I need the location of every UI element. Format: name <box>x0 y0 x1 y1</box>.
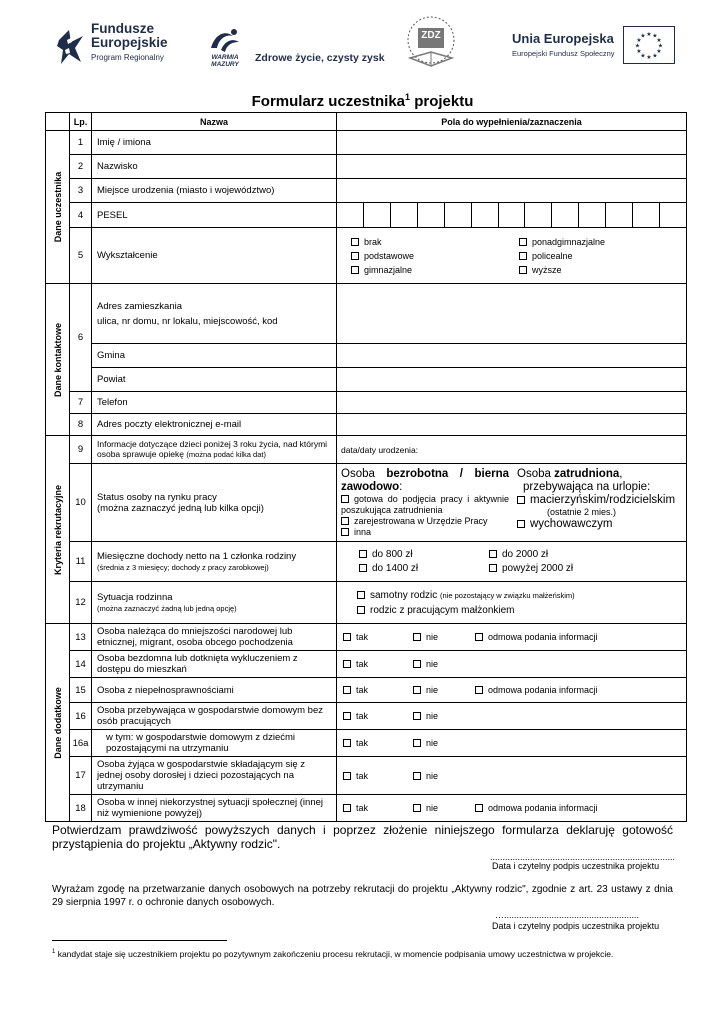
checkbox[interactable] <box>475 804 483 812</box>
answer-tak[interactable] <box>343 771 413 781</box>
svg-text:★: ★ <box>652 32 658 40</box>
income-label: Miesięczne dochody netto na 1 członka rodziny <box>97 550 297 562</box>
answer-odmowa[interactable] <box>475 803 680 813</box>
section-label: Kryteria rekrutacyjne <box>52 484 63 575</box>
income-option[interactable] <box>489 563 664 574</box>
row-num: 9 <box>70 436 92 464</box>
checkbox[interactable] <box>517 520 525 528</box>
status-option[interactable] <box>517 494 682 507</box>
option-label: gotowa do podjęcia pracy i aktywnie poszukująca zatrudnienia <box>341 493 509 515</box>
svg-text:★: ★ <box>640 52 646 60</box>
checkbox[interactable] <box>413 660 421 668</box>
row-label: Osoba należąca do mniejszości narodowej lub etnicznej, migrant, osoba obcego pochodzenia <box>92 624 337 651</box>
option-label: gimnazjalne <box>364 264 413 275</box>
answer-options <box>337 678 687 703</box>
education-option[interactable] <box>351 251 519 261</box>
section-label: Dane kontaktowe <box>52 322 63 397</box>
fe-line1: Fundusze <box>91 21 154 36</box>
svg-text:★: ★ <box>636 48 642 55</box>
answer-nie[interactable] <box>413 711 475 721</box>
answer-tak[interactable] <box>343 738 413 748</box>
table-row <box>46 582 687 624</box>
pesel-box[interactable] <box>605 203 632 227</box>
warmia-mazury-text: WARMIA MAZURY <box>211 54 239 68</box>
table-row <box>46 651 687 678</box>
footnote <box>52 946 673 960</box>
answer-options <box>337 703 687 730</box>
answer-tak[interactable] <box>343 632 413 642</box>
checkbox[interactable] <box>341 528 349 536</box>
table-row <box>46 795 687 822</box>
header-logos <box>55 14 685 78</box>
family-option[interactable] <box>357 603 666 618</box>
birthplace-field[interactable] <box>337 179 687 203</box>
eu-stars-icon <box>624 27 674 63</box>
answer-options <box>337 757 687 795</box>
option-label: tak <box>356 738 369 748</box>
row-num: 16 <box>70 703 92 730</box>
answer-tak[interactable] <box>343 659 413 669</box>
svg-text:★: ★ <box>636 37 642 44</box>
row-num: 10 <box>70 464 92 542</box>
row-label <box>92 542 337 582</box>
declaration-text: Potwierdzam prawdziwość powyższych danych i poprzez złożenie niniejszego formularza deklaruję gotowość przystąpienia do projektu „Aktywny rodzic". <box>52 823 673 851</box>
option-label: tak <box>356 632 369 642</box>
answer-nie[interactable] <box>413 659 475 669</box>
answer-odmowa[interactable] <box>475 685 680 695</box>
page-title <box>0 92 725 110</box>
checkbox[interactable] <box>343 772 351 780</box>
checkbox[interactable] <box>489 550 497 558</box>
family-option[interactable] <box>357 588 666 603</box>
head-bold: bezrobotna / bierna zawodowo <box>341 467 509 493</box>
checkbox[interactable] <box>413 739 421 747</box>
education-option[interactable] <box>351 265 519 275</box>
row-num: 5 <box>70 228 92 284</box>
option-label: odmowa podania informacji <box>488 632 598 642</box>
option-label: rodzic z pracującym małżonkiem <box>370 604 515 616</box>
table-row <box>46 131 687 155</box>
signature-label-1: Data i czytelny podpis uczestnika projektu <box>492 861 660 871</box>
income-option[interactable] <box>489 549 664 560</box>
checkbox[interactable] <box>413 772 421 780</box>
address-field[interactable] <box>337 284 687 344</box>
option-label: zarejestrowana w Urzędzie Pracy <box>354 515 488 526</box>
row-label: Wykształcenie <box>92 228 337 284</box>
warmia-mazury-logo <box>207 26 243 66</box>
pesel-box[interactable] <box>363 203 390 227</box>
svg-text:★: ★ <box>656 37 662 44</box>
svg-text:★: ★ <box>657 42 664 50</box>
head-text: Osoba <box>517 467 555 480</box>
checkbox[interactable] <box>357 606 365 614</box>
answer-options <box>337 795 687 822</box>
row-num: 7 <box>70 392 92 414</box>
head-text: Osoba <box>341 467 387 480</box>
answer-nie[interactable] <box>413 632 475 642</box>
pesel-box[interactable] <box>471 203 498 227</box>
col-name: Nazwa <box>92 113 337 131</box>
slogan: Zdrowe życie, czysty zysk <box>255 52 385 64</box>
row-label: w tym: w gospodarstwie domowym z dziećmi pozostającymi na utrzymaniu <box>92 730 337 757</box>
option-label: macierzyńskim/rodzicielskim <box>530 493 676 506</box>
row-label: PESEL <box>92 203 337 228</box>
option-label: nie <box>426 685 439 695</box>
checkbox[interactable] <box>343 633 351 641</box>
row-label: Adres poczty elektronicznej e-mail <box>92 414 337 436</box>
row-label <box>92 436 337 464</box>
eu-flag <box>623 26 675 64</box>
pesel-box[interactable] <box>390 203 417 227</box>
option-label: ponadgimnazjalne <box>532 236 606 247</box>
option-label: inna <box>354 526 372 537</box>
option-label: tak <box>356 770 369 781</box>
table-header-row <box>46 113 687 131</box>
row-label: Osoba żyjąca w gospodarstwie składającym się z jednej osoby dorosłej i dzieci pozostających na utrzymaniu <box>92 757 337 795</box>
education-option[interactable] <box>519 237 672 247</box>
checkbox[interactable] <box>343 739 351 747</box>
head-end: : <box>399 480 403 493</box>
row-label <box>92 464 337 542</box>
table-row <box>46 436 687 464</box>
option-label: nie <box>426 632 439 642</box>
signature-line-1[interactable]: .......................................................................... <box>490 852 676 862</box>
row-num: 17 <box>70 757 92 795</box>
checkbox[interactable] <box>519 252 527 260</box>
children-note: (można podać kilka dat) <box>186 450 266 459</box>
option-label: tak <box>356 803 369 813</box>
checkbox[interactable] <box>519 238 527 246</box>
checkbox[interactable] <box>517 496 525 504</box>
option-label: do 800 zł <box>372 549 413 560</box>
row-label: Powiat <box>92 368 337 392</box>
answer-nie[interactable] <box>413 685 475 695</box>
row-label: Nazwisko <box>92 155 337 179</box>
table-row <box>46 464 687 542</box>
row-num: 14 <box>70 651 92 678</box>
checkbox[interactable] <box>413 633 421 641</box>
fundusze-europejskie-logo <box>55 22 185 72</box>
option-label: wyższe <box>532 264 562 275</box>
row-label: Miejsce urodzenia (miasto i województwo) <box>92 179 337 203</box>
svg-text:★: ★ <box>646 31 652 38</box>
checkbox[interactable] <box>413 804 421 812</box>
row-num: 6 <box>70 284 92 392</box>
row-num: 8 <box>70 414 92 436</box>
pesel-box[interactable] <box>551 203 578 227</box>
option-label: nie <box>426 770 439 781</box>
table-row <box>46 624 687 651</box>
pesel-boxes <box>337 203 686 227</box>
family-options <box>337 582 687 624</box>
svg-text:★: ★ <box>656 48 662 55</box>
zdz-logo <box>400 14 462 76</box>
pesel-field[interactable] <box>337 203 687 228</box>
status-option[interactable] <box>341 516 509 527</box>
option-label: podstawowe <box>364 250 415 261</box>
checkbox[interactable] <box>519 266 527 274</box>
pesel-box[interactable] <box>632 203 659 227</box>
corner-cell <box>46 113 70 131</box>
svg-text:★: ★ <box>646 54 652 61</box>
signature-line-2[interactable]: …...................................................... <box>495 910 640 920</box>
row-label: Osoba w innej niekorzystnej sytuacji społecznej (innej niż wymienione powyżej) <box>92 795 337 822</box>
table-row <box>46 203 687 228</box>
table-row <box>46 414 687 436</box>
row-num: 15 <box>70 678 92 703</box>
education-option[interactable] <box>519 265 672 275</box>
table-row <box>46 368 687 392</box>
first-name-field[interactable] <box>337 131 687 155</box>
row-num: 16a <box>70 730 92 757</box>
answer-nie[interactable] <box>413 803 475 813</box>
row-num: 3 <box>70 179 92 203</box>
table-row <box>46 703 687 730</box>
section-label: Dane uczestnika <box>52 171 63 243</box>
checkbox[interactable] <box>359 564 367 572</box>
last-name-field[interactable] <box>337 155 687 179</box>
education-option[interactable] <box>351 237 519 247</box>
family-label: Sytuacja rodzinna <box>97 591 173 603</box>
option-label: odmowa podania informacji <box>488 685 598 695</box>
footnote-divider <box>52 940 227 941</box>
pesel-box[interactable] <box>337 203 363 227</box>
checkbox[interactable] <box>413 712 421 720</box>
option-note: (ostatnie 2 mies.) <box>547 506 617 517</box>
row-num: 11 <box>70 542 92 582</box>
labor-status-options <box>337 464 687 542</box>
svg-text:★: ★ <box>634 42 641 50</box>
title-end: projektu <box>410 93 474 110</box>
education-options <box>337 228 687 284</box>
row-num: 12 <box>70 582 92 624</box>
answer-tak[interactable] <box>343 685 413 695</box>
option-label: odmowa podania informacji <box>488 803 598 813</box>
family-sublabel: (można zaznaczyć żadną lub jedną opcję) <box>97 603 237 613</box>
row-label <box>92 582 337 624</box>
option-label: do 2000 zł <box>502 549 549 560</box>
checkbox[interactable] <box>357 591 365 599</box>
fe-star-icon <box>57 26 85 66</box>
row-num: 4 <box>70 203 92 228</box>
head-line2: przebywająca na urlopie: <box>523 480 651 493</box>
row-label: Telefon <box>92 392 337 414</box>
email-field[interactable] <box>337 414 687 436</box>
title-text: Formularz uczestnika <box>251 93 406 110</box>
table-row <box>46 542 687 582</box>
table-row <box>46 155 687 179</box>
answer-odmowa[interactable] <box>475 632 680 642</box>
checkbox[interactable] <box>351 266 359 274</box>
answer-options <box>337 730 687 757</box>
answer-tak[interactable] <box>343 803 413 813</box>
table-row <box>46 284 687 344</box>
answer-nie[interactable] <box>413 738 475 748</box>
status-option[interactable] <box>341 494 509 516</box>
status-option[interactable] <box>517 518 682 531</box>
checkbox[interactable] <box>351 238 359 246</box>
checkbox[interactable] <box>341 517 349 525</box>
option-note: (nie pozostający w związku małżeńskim) <box>440 590 575 600</box>
footnote-text: kandydat staje się uczestnikiem projektu po pozytywnym zakończeniu procesu rekrutacji, w momencie podpisania umowy uczestnictwa w projekcie. <box>55 948 614 959</box>
zdz-emblem-icon <box>400 14 462 76</box>
answer-nie[interactable] <box>413 771 475 781</box>
section-kontaktowe <box>46 284 70 436</box>
row-label <box>92 284 337 344</box>
option-label: do 1400 zł <box>372 563 419 574</box>
checkbox[interactable] <box>343 804 351 812</box>
svg-text:★: ★ <box>652 52 658 60</box>
pesel-box[interactable] <box>524 203 551 227</box>
ue-line1: Unia Europejska <box>512 31 614 46</box>
income-option[interactable] <box>359 563 489 574</box>
phone-field[interactable] <box>337 392 687 414</box>
checkbox[interactable] <box>343 712 351 720</box>
row-label: Osoba bezdomna lub dotknięta wykluczeniem z dostępu do mieszkań <box>92 651 337 678</box>
option-label: tak <box>356 659 369 669</box>
head-end: , <box>619 467 623 480</box>
powiat-field[interactable] <box>337 368 687 392</box>
answer-tak[interactable] <box>343 711 413 721</box>
option-label: samotny rodzic <box>370 589 438 601</box>
answer-options <box>337 624 687 651</box>
zdz-text: ZDZ <box>421 30 441 41</box>
option-label: nie <box>426 738 439 748</box>
row-label: Osoba z niepełnosprawnościami <box>92 678 337 703</box>
option-label: tak <box>356 711 369 721</box>
pesel-box[interactable] <box>498 203 525 227</box>
employed-column <box>513 467 686 539</box>
title-footnote-mark: 1 <box>405 92 411 102</box>
col-lp: Lp. <box>70 113 92 131</box>
head-bold: zatrudniona <box>554 467 620 480</box>
unemployed-column <box>337 467 513 539</box>
checkbox[interactable] <box>475 633 483 641</box>
option-label: tak <box>356 685 369 695</box>
option-label: powyżej 2000 zł <box>502 563 574 574</box>
status-option[interactable] <box>341 527 509 538</box>
checkbox[interactable] <box>475 686 483 694</box>
address-sublabel: ulica, nr domu, nr lokalu, miejscowość, kod <box>97 315 278 327</box>
option-label: nie <box>426 659 439 669</box>
row-num: 13 <box>70 624 92 651</box>
checkbox[interactable] <box>343 686 351 694</box>
checkbox[interactable] <box>343 660 351 668</box>
section-label: Dane dodatkowe <box>52 686 63 759</box>
table-row <box>46 344 687 368</box>
ue-line2: Europejski Fundusz Społeczny <box>512 49 615 58</box>
row-num: 1 <box>70 131 92 155</box>
fe-line3: Program Regionalny <box>91 53 164 62</box>
table-row <box>46 730 687 757</box>
row-label: Osoba przebywająca w gospodarstwie domowym bez osób pracujących <box>92 703 337 730</box>
children-birthdates-field[interactable]: data/daty urodzenia: <box>337 436 687 464</box>
option-label: nie <box>426 711 439 721</box>
answer-options <box>337 651 687 678</box>
table-row <box>46 757 687 795</box>
consent-text: Wyrażam zgodę na przetwarzanie danych osobowych na potrzeby rekrutacji do projektu „Aktywny rodzic", zgodnie z art. 23 ustawy z dnia 29 sierpnia 1997 r. o ochronie danych osobowych. <box>52 884 673 908</box>
row-label: Imię / imiona <box>92 131 337 155</box>
children-label: Informacje dotyczące dzieci poniżej 3 roku życia, nad którymi osoba sprawuje opiekę <box>97 439 328 459</box>
table-row <box>46 179 687 203</box>
section-dodatkowe <box>46 624 70 822</box>
checkbox[interactable] <box>341 495 349 503</box>
fe-line2: Europejskie <box>91 35 168 50</box>
checkbox[interactable] <box>413 686 421 694</box>
option-label: wychowawczym <box>530 517 613 530</box>
table-row <box>46 392 687 414</box>
checkbox[interactable] <box>359 550 367 558</box>
section-uczestnik <box>46 131 70 284</box>
option-label: nie <box>426 803 439 813</box>
warmia-mazury-icon <box>207 26 243 54</box>
row-num: 18 <box>70 795 92 822</box>
pesel-box[interactable] <box>578 203 605 227</box>
checkbox[interactable] <box>489 564 497 572</box>
row-label: Gmina <box>92 344 337 368</box>
table-row <box>46 228 687 284</box>
footnote-mark: 1 <box>52 949 56 955</box>
participant-form-table <box>45 112 687 822</box>
checkbox[interactable] <box>351 252 359 260</box>
option-label: policealne <box>532 250 573 261</box>
row-num: 2 <box>70 155 92 179</box>
status-label: Status osoby na rynku pracy <box>97 491 217 503</box>
pesel-box[interactable] <box>444 203 471 227</box>
signature-label-2: Data i czytelny podpis uczestnika projektu <box>492 921 660 931</box>
ue-text <box>512 31 615 58</box>
status-sublabel: (można zaznaczyć jedną lub kilka opcji) <box>97 502 264 514</box>
table-row <box>46 678 687 703</box>
col-fields: Pola do wypełnienia/zaznaczenia <box>337 113 687 131</box>
income-option[interactable] <box>359 549 489 560</box>
education-option[interactable] <box>519 251 672 261</box>
section-kryteria <box>46 436 70 624</box>
income-options <box>337 542 687 582</box>
pesel-box[interactable] <box>659 203 686 227</box>
svg-text:★: ★ <box>640 32 646 40</box>
gmina-field[interactable] <box>337 344 687 368</box>
address-label: Adres zamieszkania <box>97 300 183 312</box>
option-label: brak <box>364 236 382 247</box>
pesel-box[interactable] <box>417 203 444 227</box>
income-sublabel: (średnia z 3 miesięcy; dochody z pracy zarobkowej) <box>97 562 269 572</box>
